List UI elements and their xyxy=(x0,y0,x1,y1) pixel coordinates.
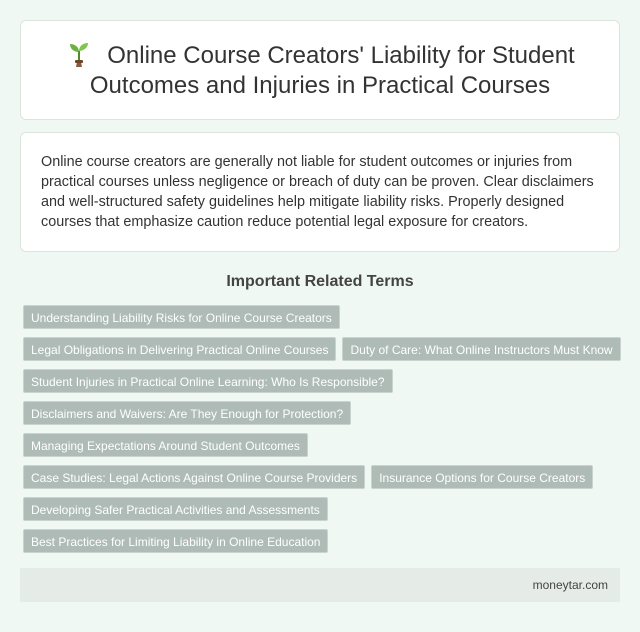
footer-site-link[interactable]: moneytar.com xyxy=(532,578,608,592)
tag-row xyxy=(23,401,623,433)
tag-row xyxy=(23,433,623,465)
related-term-tag[interactable]: Disclaimers and Waivers: Are They Enough for Protection? xyxy=(23,401,351,425)
tag-row xyxy=(23,337,623,369)
related-term-tag[interactable]: Understanding Liability Risks for Online Course Creators xyxy=(23,305,340,329)
sprout-icon xyxy=(65,40,93,68)
related-term-tag[interactable]: Student Injuries in Practical Online Learning: Who Is Responsible? xyxy=(23,369,393,393)
tag-row xyxy=(23,529,623,561)
page-title-text: Online Course Creators' Liability for Student Outcomes and Injuries in Practical Courses xyxy=(89,41,575,99)
related-term-tag[interactable]: Developing Safer Practical Activities and Assessments xyxy=(23,497,328,521)
related-term-tag[interactable]: Duty of Care: What Online Instructors Must Know xyxy=(342,337,620,361)
related-term-tag[interactable]: Best Practices for Limiting Liability in Online Education xyxy=(23,529,328,553)
related-term-tag[interactable]: Insurance Options for Course Creators xyxy=(371,465,593,489)
related-term-tag[interactable]: Managing Expectations Around Student Outcomes xyxy=(23,433,308,457)
summary-text: Online course creators are generally not liable for student outcomes or injuries from practical courses unless negligence or breach of duty can be proven. Clear disclaimers and well-structured safety guidelines help mitigate liability risks. Properly designed courses that emphasize caution reduce potential legal exposure for creators. xyxy=(41,154,594,230)
related-terms-heading: Important Related Terms xyxy=(226,273,414,290)
footer xyxy=(20,568,620,602)
page-title xyxy=(51,40,589,101)
tag-row xyxy=(23,305,623,337)
tag-row xyxy=(23,369,623,401)
related-terms-list xyxy=(23,305,623,561)
related-term-tag[interactable]: Case Studies: Legal Actions Against Online Course Providers xyxy=(23,465,365,489)
tag-row xyxy=(23,465,623,497)
related-term-tag[interactable]: Legal Obligations in Delivering Practical Online Courses xyxy=(23,337,336,361)
summary-card xyxy=(20,132,620,252)
title-card xyxy=(20,20,620,120)
tag-row xyxy=(23,497,623,529)
